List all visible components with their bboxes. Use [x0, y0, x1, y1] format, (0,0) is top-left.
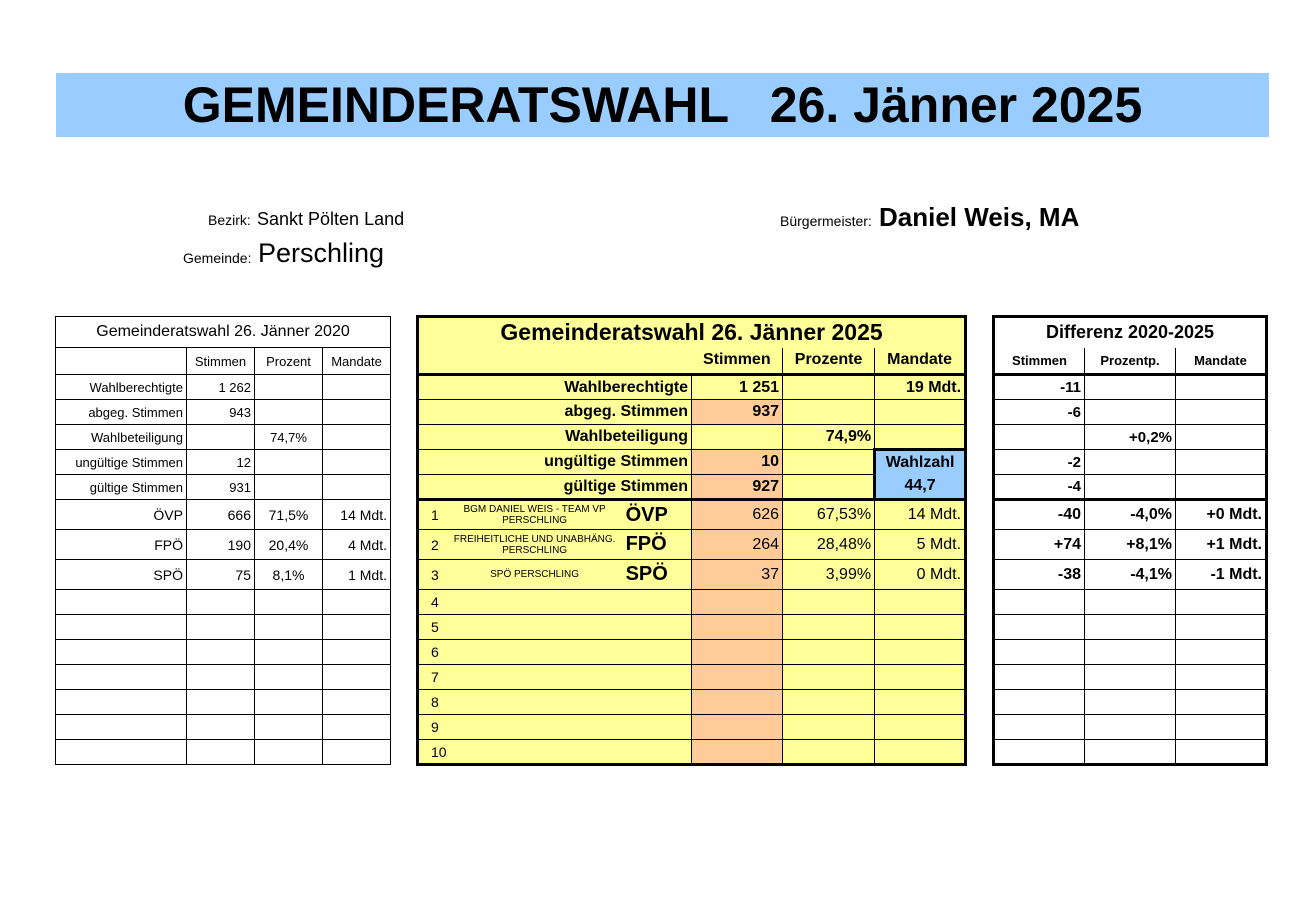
- table-title: Gemeinderatswahl 26. Jänner 2025: [418, 317, 966, 348]
- empty-row: [994, 715, 1267, 740]
- table-row: ungültige Stimmen 12: [56, 450, 391, 475]
- gemeinde-label: Gemeinde:: [183, 250, 252, 266]
- party-row: 1 BGM DANIEL WEIS - TEAM VP PERSCHLING ÖVP 626 67,53% 14 Mdt.: [418, 500, 966, 530]
- table-row: ungültige Stimmen 10 Wahlzahl: [418, 450, 966, 475]
- table-row: gültige Stimmen 931: [56, 475, 391, 500]
- empty-row: [56, 690, 391, 715]
- empty-row: 9: [418, 715, 966, 740]
- party-row: -38 -4,1% -1 Mdt.: [994, 560, 1267, 590]
- table-row: -11: [994, 375, 1267, 400]
- col-header-mandate: Mandate: [1176, 348, 1267, 375]
- table-title: Differenz 2020-2025: [994, 317, 1267, 348]
- bezirk-value: Sankt Pölten Land: [257, 209, 405, 229]
- buergermeister-value: Daniel Weis, MA: [879, 202, 1080, 232]
- party-row: 2 FREIHEITLICHE UND UNABHÄNG. PERSCHLING FPÖ 264 28,48% 5 Mdt.: [418, 530, 966, 560]
- table-row: abgeg. Stimmen 943: [56, 400, 391, 425]
- empty-row: 10: [418, 740, 966, 765]
- empty-row: [994, 740, 1267, 765]
- table-row: +0,2%: [994, 425, 1267, 450]
- col-header-stimmen: Stimmen: [692, 348, 783, 375]
- party-row: 3 SPÖ PERSCHLING SPÖ 37 3,99% 0 Mdt.: [418, 560, 966, 590]
- party-row: SPÖ 75 8,1% 1 Mdt.: [56, 560, 391, 590]
- wahlzahl-label: Wahlzahl: [875, 450, 966, 475]
- empty-row: 6: [418, 640, 966, 665]
- empty-row: [994, 590, 1267, 615]
- difference-table: [992, 315, 1268, 766]
- results-2025-table: [416, 315, 967, 766]
- empty-row: [56, 715, 391, 740]
- party-row: -40 -4,0% +0 Mdt.: [994, 500, 1267, 530]
- empty-row: [56, 615, 391, 640]
- empty-row: 5: [418, 615, 966, 640]
- bezirk-label: Bezirk:: [208, 212, 251, 228]
- table-row: abgeg. Stimmen 937: [418, 400, 966, 425]
- table-row: gültige Stimmen 927 44,7: [418, 475, 966, 500]
- col-header-stimmen: Stimmen: [187, 348, 255, 375]
- col-header-mandate: Mandate: [875, 348, 966, 375]
- gemeinde-value: Perschling: [258, 238, 385, 268]
- empty-row: 4: [418, 590, 966, 615]
- col-header-prozent: Prozent: [255, 348, 323, 375]
- wahlzahl-value: 44,7: [875, 475, 966, 500]
- col-header-stimmen: Stimmen: [994, 348, 1085, 375]
- empty-row: [994, 640, 1267, 665]
- party-row: +74 +8,1% +1 Mdt.: [994, 530, 1267, 560]
- table-row: -6: [994, 400, 1267, 425]
- table-row: Wahlberechtigte 1 251 19 Mdt.: [418, 375, 966, 400]
- table-row: Wahlbeteiligung 74,9%: [418, 425, 966, 450]
- table-row: Wahlbeteiligung 74,7%: [56, 425, 391, 450]
- col-header-prozentp: Prozentp.: [1085, 348, 1176, 375]
- buergermeister-label: Bürgermeister:: [780, 213, 872, 229]
- empty-row: [994, 615, 1267, 640]
- col-header-prozente: Prozente: [783, 348, 875, 375]
- table-row: Wahlberechtigte 1 262: [56, 375, 391, 400]
- empty-row: 7: [418, 665, 966, 690]
- table-row: -2: [994, 450, 1267, 475]
- party-row: FPÖ 190 20,4% 4 Mdt.: [56, 530, 391, 560]
- results-2020-table: [55, 316, 391, 765]
- empty-row: [56, 640, 391, 665]
- empty-row: [56, 665, 391, 690]
- table-title: Gemeinderatswahl 26. Jänner 2020: [56, 317, 391, 348]
- col-header-mandate: Mandate: [323, 348, 391, 375]
- empty-row: [56, 590, 391, 615]
- empty-row: [994, 665, 1267, 690]
- empty-row: 8: [418, 690, 966, 715]
- empty-row: [994, 690, 1267, 715]
- page-title: GEMEINDERATSWAHL 26. Jänner 2025: [56, 73, 1269, 137]
- empty-row: [56, 740, 391, 765]
- table-row: -4: [994, 475, 1267, 500]
- party-row: ÖVP 666 71,5% 14 Mdt.: [56, 500, 391, 530]
